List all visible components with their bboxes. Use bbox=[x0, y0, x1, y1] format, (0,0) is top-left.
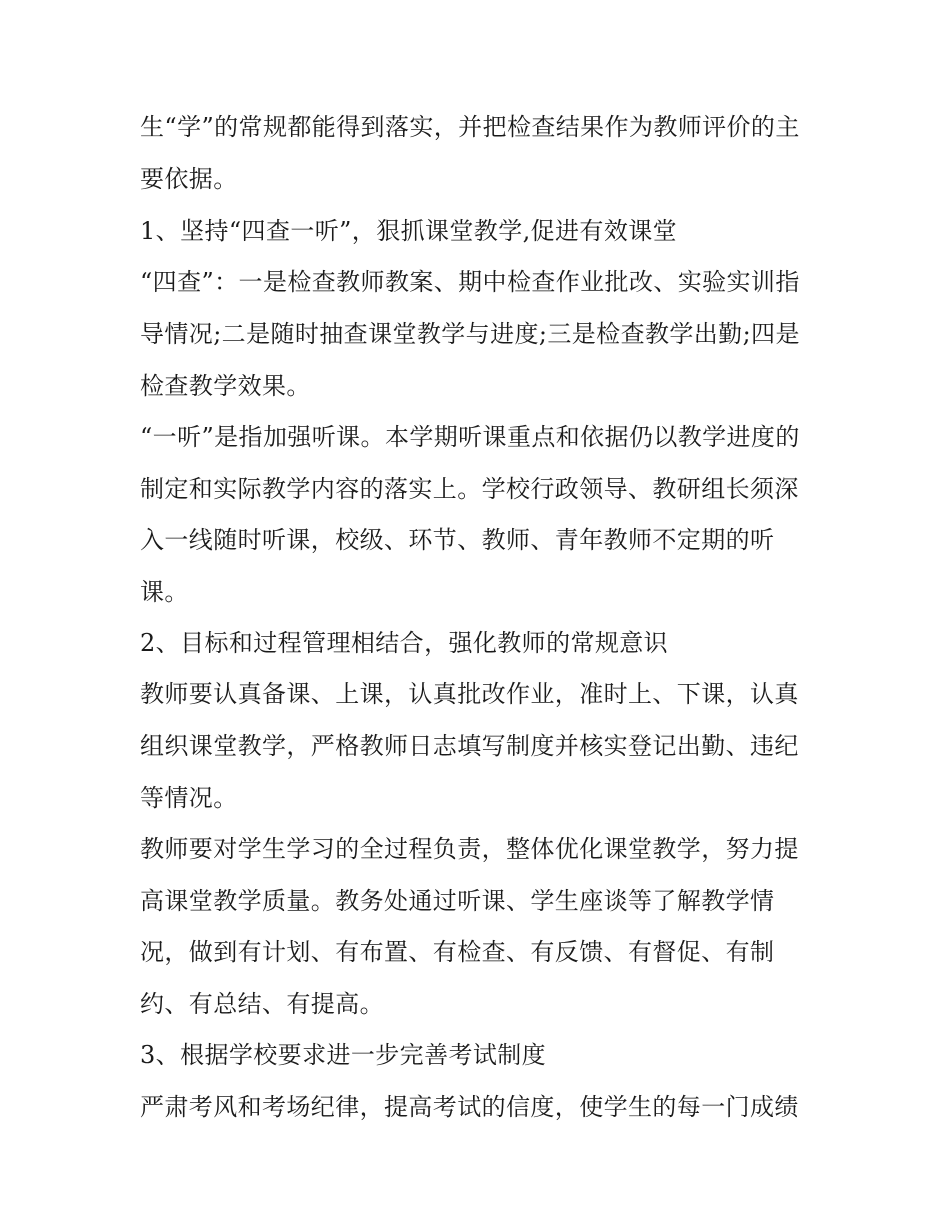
text-line: 课。 bbox=[140, 578, 189, 606]
text-line: “四查”：一是检查教师教案、期中检查作业批改、实验实训指 bbox=[140, 268, 800, 296]
text-line: 入一线随时听课，校级、环节、教师、青年教师不定期的听 bbox=[140, 526, 775, 554]
text-line: 高课堂教学质量。教务处通过听课、学生座谈等了解教学情 bbox=[140, 887, 775, 915]
text-line: 组织课堂教学，严格教师日志填写制度并核实登记出勤、违纪 bbox=[140, 732, 799, 760]
text-line: 约、有总结、有提高。 bbox=[140, 990, 384, 1018]
text-line: 生“学”的常规都能得到落实，并把检查结果作为教师评价的主 bbox=[140, 113, 800, 141]
section-heading-3: 3、根据学校要求进一步完善考试制度 bbox=[140, 1041, 547, 1069]
text-line: 导情况;二是随时抽查课堂教学与进度;三是检查教学出勤;四是 bbox=[140, 320, 800, 348]
text-line: 检查教学效果。 bbox=[140, 372, 311, 400]
text-line: 教师要认真备课、上课，认真批改作业，准时上、下课，认真 bbox=[140, 680, 799, 708]
text-line: 教师要对学生学习的全过程负责，整体优化课堂教学，努力提 bbox=[140, 835, 799, 863]
text-line: 况，做到有计划、有布置、有检查、有反馈、有督促、有制 bbox=[140, 938, 775, 966]
text-line: “一听”是指加强听课。本学期听课重点和依据仍以教学进度的 bbox=[140, 423, 800, 451]
text-line: 要依据。 bbox=[140, 165, 238, 193]
text-line: 等情况。 bbox=[140, 784, 238, 812]
section-heading-1: 1、坚持“四查一听”，狠抓课堂教学,促进有效课堂 bbox=[140, 217, 678, 245]
section-heading-2: 2、目标和过程管理相结合，强化教师的常规意识 bbox=[140, 629, 669, 657]
text-line: 制定和实际教学内容的落实上。学校行政领导、教研组长须深 bbox=[140, 475, 799, 503]
text-line: 严肃考风和考场纪律，提高考试的信度，使学生的每一门成绩 bbox=[140, 1093, 799, 1121]
